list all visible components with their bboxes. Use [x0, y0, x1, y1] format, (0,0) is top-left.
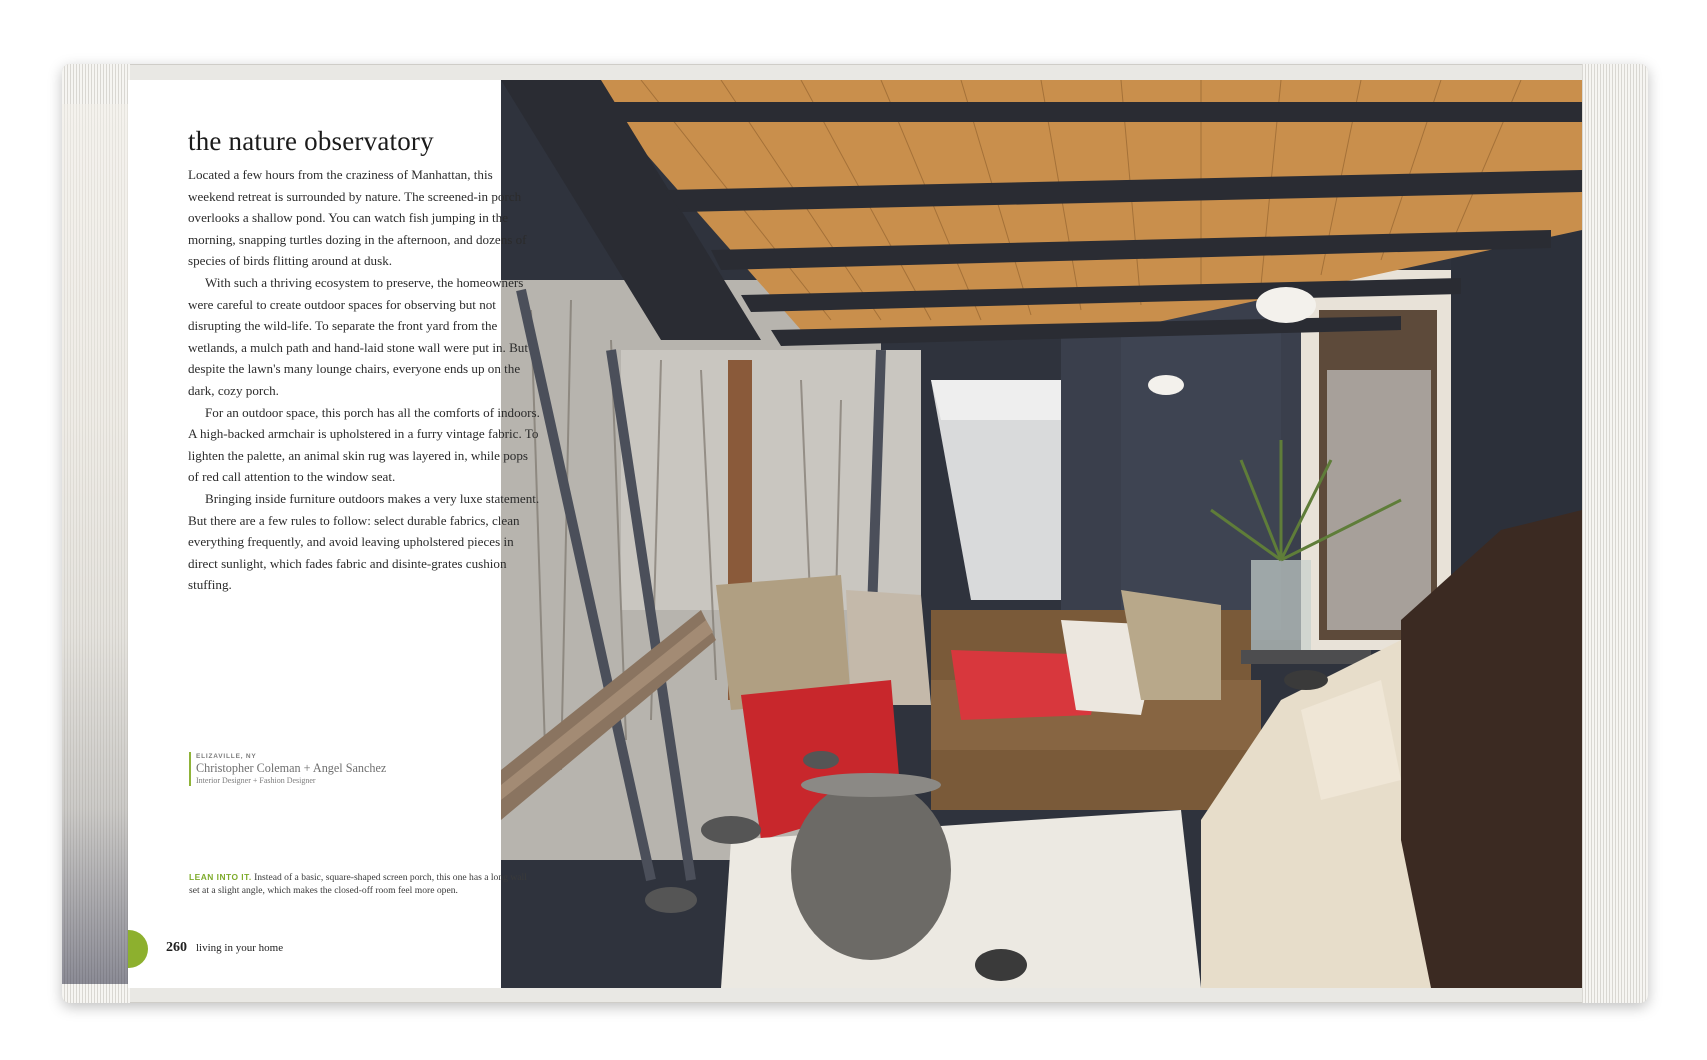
- credit-names: Christopher Coleman + Angel Sanchez: [196, 761, 387, 775]
- previous-page-bleed: [62, 104, 128, 984]
- section-name: living in your home: [196, 942, 284, 954]
- porch-photo: [501, 80, 1582, 988]
- open-book: [62, 64, 1648, 1003]
- tip-text: Instead of a basic, square-shaped screen porch, this one has a long wall set at a slight angle, which makes the closed-off room feel more open.: [189, 872, 527, 896]
- article-paragraph-2: With such a thriving ecosystem to preserve, the homeowners were careful to create outdoor spaces for observing but not disrupting the wild-life. To separate the front yard from the wetlands, a mulch path and hand-laid stone wall were put in. But despite the lawn's many lounge chairs, everyone ends up on the dark, cozy porch.: [188, 274, 528, 398]
- article-title: the nature observatory: [188, 126, 434, 156]
- article-body: [188, 164, 540, 596]
- tip-label: LEAN INTO IT.: [189, 872, 252, 882]
- article-paragraph-4: Bringing inside furniture outdoors makes a very luxe statement. But there are a few rules to follow: select durable fabrics, clean everything frequently, and avoid leaving upholstered pieces in direct sunlight, which fades fabric and disinte-grates cushion stuffing.: [188, 490, 540, 593]
- page-number: 260: [166, 940, 187, 955]
- right-page-edges: [1582, 64, 1648, 1003]
- credit-location: ELIZAVILLE, NY: [196, 753, 257, 760]
- designer-credit: [189, 752, 386, 786]
- article-paragraph-1: Located a few hours from the craziness of Manhattan, this weekend retreat is surrounded by nature. The screened-in porch overlooks a shallow pond. You can watch fish jumping in the morning, snapping turtles dozing in the afternoon, and dozens of species of birds flitting around at dusk.: [188, 167, 527, 269]
- design-tip: [189, 871, 529, 897]
- page-folio: [166, 938, 283, 956]
- credit-roles: Interior Designer + Fashion Designer: [196, 776, 316, 785]
- article-paragraph-3: For an outdoor space, this porch has all the comforts of indoors. A high-backed armchair is upholstered in a furry vintage fabric. To lighten the palette, an animal skin rug was layered in, while pops of red call attention to the window seat.: [188, 404, 540, 485]
